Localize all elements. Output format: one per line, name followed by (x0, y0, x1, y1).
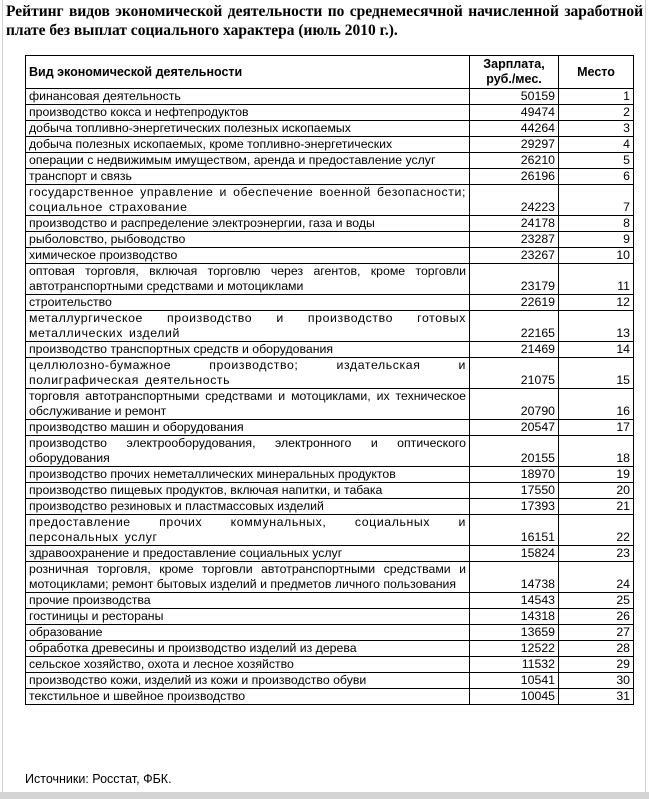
salary-rating-table (25, 55, 634, 705)
activity-cell: предоставление прочих коммунальных, социальных и персональных услуг (26, 515, 470, 546)
salary-cell: 50159 (470, 89, 559, 105)
salary-cell: 26196 (470, 169, 559, 185)
table-row (26, 546, 634, 562)
salary-cell: 21469 (470, 342, 559, 358)
salary-cell: 20547 (470, 420, 559, 436)
activity-cell: производство транспортных средств и оборудования (26, 342, 470, 358)
activity-cell: металлургическое производство и производство готовых металлических изделий (26, 311, 470, 342)
salary-cell: 17393 (470, 499, 559, 515)
activity-cell: гостиницы и рестораны (26, 609, 470, 625)
table-body (26, 89, 634, 705)
table-row (26, 248, 634, 264)
table-row (26, 264, 634, 295)
place-cell: 9 (559, 232, 634, 248)
place-cell: 25 (559, 593, 634, 609)
salary-cell: 17550 (470, 483, 559, 499)
activity-cell: здравоохранение и предоставление социальных услуг (26, 546, 470, 562)
activity-cell: торговля автотранспортными средствами и мотоциклами, их техническое обслуживание и ремонт (26, 389, 470, 420)
place-cell: 14 (559, 342, 634, 358)
place-cell: 10 (559, 248, 634, 264)
header-activity: Вид экономической деятельности (26, 56, 470, 89)
salary-cell: 29297 (470, 137, 559, 153)
salary-cell: 13659 (470, 625, 559, 641)
activity-cell: текстильное и швейное производство (26, 689, 470, 705)
table-row (26, 657, 634, 673)
table-row (26, 295, 634, 311)
place-cell: 18 (559, 436, 634, 467)
activity-cell: оптовая торговля, включая торговлю через агентов, кроме торговли автотранспортными средствами и мотоциклами (26, 264, 470, 295)
place-cell: 7 (559, 185, 634, 216)
salary-cell: 22165 (470, 311, 559, 342)
document-title: Рейтинг видов экономической деятельности по среднемесячной начисленной заработной плате без выплат социального характера (июль 2010 г.). (6, 3, 643, 39)
activity-cell: финансовая деятельность (26, 89, 470, 105)
salary-cell: 14738 (470, 562, 559, 593)
place-cell: 16 (559, 389, 634, 420)
salary-cell: 49474 (470, 105, 559, 121)
salary-cell: 26210 (470, 153, 559, 169)
activity-cell: образование (26, 625, 470, 641)
activity-cell: производство кожи, изделий из кожи и производство обуви (26, 673, 470, 689)
activity-cell: транспорт и связь (26, 169, 470, 185)
activity-cell: сельское хозяйство, охота и лесное хозяйство (26, 657, 470, 673)
salary-cell: 10045 (470, 689, 559, 705)
place-cell: 15 (559, 358, 634, 389)
salary-cell: 10541 (470, 673, 559, 689)
place-cell: 2 (559, 105, 634, 121)
page-border-right (645, 0, 646, 793)
table-row (26, 105, 634, 121)
salary-cell: 20155 (470, 436, 559, 467)
salary-cell: 24223 (470, 185, 559, 216)
table-row (26, 689, 634, 705)
salary-cell: 23267 (470, 248, 559, 264)
salary-cell: 21075 (470, 358, 559, 389)
table-row (26, 232, 634, 248)
salary-cell: 11532 (470, 657, 559, 673)
place-cell: 3 (559, 121, 634, 137)
place-cell: 13 (559, 311, 634, 342)
table-row (26, 311, 634, 342)
salary-cell: 16151 (470, 515, 559, 546)
salary-cell: 14318 (470, 609, 559, 625)
activity-cell: производство электрооборудования, электронного и оптического оборудования (26, 436, 470, 467)
table-header-row (26, 56, 634, 89)
activity-cell: операции с недвижимым имуществом, аренда и предоставление услуг (26, 153, 470, 169)
table-row (26, 358, 634, 389)
salary-cell: 24178 (470, 216, 559, 232)
table-row (26, 169, 634, 185)
table-row (26, 515, 634, 546)
activity-cell: производство и распределение электроэнергии, газа и воды (26, 216, 470, 232)
activity-cell: добыча топливно-энергетических полезных ископаемых (26, 121, 470, 137)
table-row (26, 216, 634, 232)
activity-cell: производство кокса и нефтепродуктов (26, 105, 470, 121)
activity-cell: химическое производство (26, 248, 470, 264)
place-cell: 29 (559, 657, 634, 673)
salary-cell: 14543 (470, 593, 559, 609)
activity-cell: производство резиновых и пластмассовых изделий (26, 499, 470, 515)
place-cell: 5 (559, 153, 634, 169)
activity-cell: обработка древесины и производство изделий из дерева (26, 641, 470, 657)
place-cell: 1 (559, 89, 634, 105)
place-cell: 27 (559, 625, 634, 641)
table-row (26, 185, 634, 216)
salary-cell: 20790 (470, 389, 559, 420)
place-cell: 12 (559, 295, 634, 311)
table-row (26, 467, 634, 483)
place-cell: 21 (559, 499, 634, 515)
table-row (26, 137, 634, 153)
table-row (26, 593, 634, 609)
activity-cell: целлюлозно-бумажное производство; издательская и полиграфическая деятельность (26, 358, 470, 389)
activity-cell: добыча полезных ископаемых, кроме топливно-энергетических (26, 137, 470, 153)
table-row (26, 625, 634, 641)
table-row (26, 89, 634, 105)
table-row (26, 389, 634, 420)
salary-cell: 23287 (470, 232, 559, 248)
activity-cell: прочие производства (26, 593, 470, 609)
place-cell: 17 (559, 420, 634, 436)
place-cell: 28 (559, 641, 634, 657)
place-cell: 30 (559, 673, 634, 689)
place-cell: 6 (559, 169, 634, 185)
table-row (26, 121, 634, 137)
table-row (26, 342, 634, 358)
place-cell: 26 (559, 609, 634, 625)
page-border-left (2, 0, 3, 793)
place-cell: 22 (559, 515, 634, 546)
table-row (26, 436, 634, 467)
table-row (26, 153, 634, 169)
salary-cell: 22619 (470, 295, 559, 311)
table-row (26, 420, 634, 436)
table-row (26, 609, 634, 625)
salary-cell: 23179 (470, 264, 559, 295)
header-salary: Зарплата, руб./мес. (470, 56, 559, 89)
place-cell: 11 (559, 264, 634, 295)
place-cell: 8 (559, 216, 634, 232)
activity-cell: розничная торговля, кроме торговли автотранспортными средствами и мотоциклами; ремонт бытовых изделий и предметов личного пользования (26, 562, 470, 593)
header-place: Место (559, 56, 634, 89)
salary-cell: 12522 (470, 641, 559, 657)
activity-cell: производство машин и оборудования (26, 420, 470, 436)
place-cell: 20 (559, 483, 634, 499)
bottom-band (0, 792, 649, 799)
place-cell: 31 (559, 689, 634, 705)
place-cell: 19 (559, 467, 634, 483)
table-row (26, 673, 634, 689)
source-note: Источники: Росстат, ФБК. (25, 772, 172, 786)
salary-cell: 18970 (470, 467, 559, 483)
place-cell: 23 (559, 546, 634, 562)
table-row (26, 641, 634, 657)
activity-cell: производство пищевых продуктов, включая напитки, и табака (26, 483, 470, 499)
activity-cell: производство прочих неметаллических минеральных продуктов (26, 467, 470, 483)
activity-cell: рыболовство, рыбоводство (26, 232, 470, 248)
table-row (26, 499, 634, 515)
activity-cell: строительство (26, 295, 470, 311)
place-cell: 24 (559, 562, 634, 593)
salary-cell: 15824 (470, 546, 559, 562)
activity-cell: государственное управление и обеспечение военной безопасности; социальное страхование (26, 185, 470, 216)
place-cell: 4 (559, 137, 634, 153)
salary-cell: 44264 (470, 121, 559, 137)
table-row (26, 483, 634, 499)
table-row (26, 562, 634, 593)
